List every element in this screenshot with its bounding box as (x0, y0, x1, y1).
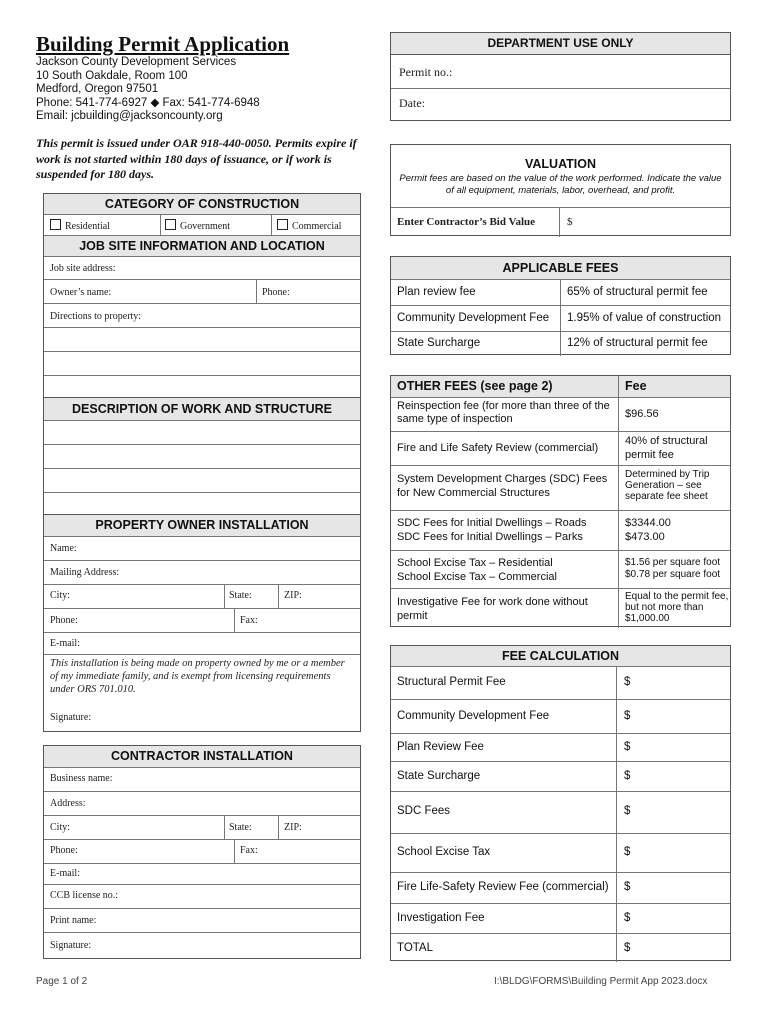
department-use-box (390, 32, 731, 121)
calc-row (391, 666, 730, 699)
fee-name: System Development Charges (SDC) Fees for New Commercial Structures (397, 473, 608, 499)
calc-row (391, 833, 730, 872)
commercial-checkbox[interactable] (277, 219, 341, 232)
category-title: CATEGORY OF CONSTRUCTION (44, 194, 360, 214)
contractor-installation-section (43, 745, 361, 959)
fee-value: $1.56 per square foot $0.78 per square foot (625, 557, 721, 580)
government-checkbox[interactable] (165, 219, 230, 232)
fee-calculation-section (390, 645, 731, 961)
description-line[interactable] (44, 468, 360, 492)
job-site-address-field[interactable]: Job site address: (50, 263, 116, 274)
calc-name: Fire Life-Safety Review Fee (commercial) (397, 881, 609, 893)
permit-no-field[interactable]: Permit no.: (399, 65, 453, 79)
owner-installation-title: PROPERTY OWNER INSTALLATION (44, 515, 360, 536)
job-site-title: JOB SITE INFORMATION AND LOCATION (44, 235, 360, 256)
other-fee-row (391, 588, 730, 628)
calc-name: Plan Review Fee (397, 741, 484, 753)
directions-line[interactable] (44, 351, 360, 375)
fee-value: Determined by Trip Generation – see separate fee sheet (625, 469, 710, 502)
applicable-fees-section (390, 256, 731, 355)
address-line: Medford, Oregon 97501 (36, 83, 159, 95)
calc-row (391, 791, 730, 833)
calc-amount-input[interactable]: $ (624, 912, 631, 924)
date-field[interactable]: Date: (399, 96, 425, 110)
other-fee-row (391, 550, 730, 588)
permit-notice: This permit is issued under OAR 918-440-0050. Permits expire if work is not started within 180 days of issuance, or if work is suspended for 180 days. (36, 136, 357, 181)
document-path: I:\BLDG\FORMS\Building Permit App 2023.docx (494, 976, 708, 987)
fee-name: SDC Fees for Initial Dwellings – Roads SDC Fees for Initial Dwellings – Parks (397, 517, 587, 543)
calc-amount-input[interactable]: $ (624, 710, 631, 722)
contractor-phone-input[interactable]: Phone: (50, 845, 78, 856)
owner-fax-input[interactable]: Fax: (240, 615, 258, 626)
fee-name: Fire and Life Safety Review (commercial) (397, 442, 599, 454)
other-fees-title: OTHER FEES (see page 2) (397, 379, 553, 393)
owner-state-input[interactable]: State: (229, 590, 252, 601)
fee-name: Reinspection fee (for more than three of the same type of inspection (397, 400, 610, 425)
calc-row (391, 761, 730, 791)
calc-amount-input[interactable]: $ (624, 741, 631, 753)
description-title: DESCRIPTION OF WORK AND STRUCTURE (44, 398, 360, 420)
owner-name-field[interactable]: Owner’s name: (50, 287, 112, 298)
owner-city-input[interactable]: City: (50, 590, 71, 601)
description-section (43, 397, 361, 515)
address-line: 10 South Oakdale, Room 100 (36, 69, 188, 82)
calc-row (391, 733, 730, 761)
fee-name: School Excise Tax – Residential School Excise Tax – Commercial (397, 557, 557, 583)
other-fees-section (390, 375, 731, 627)
other-fees-fee-header: Fee (625, 379, 647, 393)
contractor-address-input[interactable]: Address: (50, 798, 86, 809)
fee-value: $96.56 (625, 408, 659, 420)
agency-address (36, 56, 260, 124)
contractor-installation-title: CONTRACTOR INSTALLATION (44, 746, 360, 767)
calc-amount-input[interactable]: $ (624, 881, 631, 893)
owner-email-input[interactable]: E-mail: (50, 638, 80, 649)
fee-name: Community Development Fee (397, 312, 550, 324)
fee-value: 12% of structural permit fee (567, 337, 708, 349)
department-use-title: DEPARTMENT USE ONLY (391, 33, 730, 55)
calc-amount-input[interactable]: $ (624, 805, 631, 817)
description-line[interactable] (44, 420, 360, 444)
calc-amount-input[interactable]: $ (624, 942, 631, 954)
fee-row (391, 305, 730, 331)
page-title: Building Permit Application (36, 32, 290, 56)
valuation-note: Permit fees are based on the value of the work performed. Indicate the value of all equipment, materials, labor, overhead, and profit. (399, 173, 722, 196)
checkbox-icon (277, 219, 288, 230)
other-fee-row (391, 465, 730, 510)
checkbox-icon (165, 219, 176, 230)
fee-calculation-title: FEE CALCULATION (391, 646, 730, 666)
other-fee-row (391, 431, 730, 465)
calc-row-total (391, 933, 730, 962)
fee-value: 1.95% of value of construction (567, 312, 722, 324)
contractor-zip-input[interactable]: ZIP: (284, 822, 302, 833)
contractor-state-input[interactable]: State: (229, 822, 252, 833)
calc-row (391, 872, 730, 903)
checkbox-icon (50, 219, 61, 230)
calc-name: School Excise Tax (397, 846, 491, 858)
contractor-signature-field[interactable]: Signature: (50, 940, 92, 951)
address-line: Email: jcbuilding@jacksoncounty.org (36, 110, 223, 122)
owner-installation-section (43, 514, 361, 732)
applicable-fees-title: APPLICABLE FEES (391, 257, 730, 279)
calc-name: SDC Fees (397, 805, 451, 817)
other-fee-row (391, 397, 730, 431)
calc-name: Investigation Fee (397, 912, 485, 924)
fee-row (391, 279, 730, 305)
fee-value: 40% of structural permit fee (625, 435, 708, 461)
bid-value-label: Enter Contractor’s Bid Value (397, 216, 536, 228)
page-number: Page 1 of 2 (36, 976, 88, 987)
contractor-fax-input[interactable]: Fax: (240, 845, 258, 856)
contractor-city-input[interactable]: City: (50, 822, 71, 833)
calc-row (391, 699, 730, 733)
fee-value: Equal to the permit fee, but not more than $1,000.00 (625, 591, 729, 624)
business-name-input[interactable]: Business name: (50, 773, 113, 784)
owner-signature-field[interactable]: Signature: (50, 712, 92, 723)
valuation-title: VALUATION (524, 157, 597, 171)
directions-field[interactable]: Directions to property: (50, 311, 142, 322)
residential-label: Residential (65, 221, 110, 232)
calc-amount-input[interactable]: $ (624, 770, 631, 782)
calc-name: Structural Permit Fee (397, 676, 506, 688)
calc-name: TOTAL (397, 942, 433, 954)
calc-name: State Surcharge (397, 770, 481, 782)
description-line[interactable] (44, 444, 360, 468)
valuation-section (390, 144, 731, 236)
directions-line[interactable] (44, 327, 360, 351)
calc-name: Community Development Fee (397, 710, 550, 722)
residential-checkbox[interactable] (50, 219, 110, 232)
owner-phone-field[interactable]: Phone: (262, 287, 290, 298)
category-section (43, 193, 361, 401)
fee-name: Investigative Fee for work done without permit (397, 596, 588, 622)
owner-phone-input[interactable]: Phone: (50, 615, 78, 626)
other-fee-row (391, 510, 730, 550)
fee-name: State Surcharge (397, 337, 481, 349)
owner-exemption-statement: This installation is being made on property owned by me or a member of my immediate family, and is exempt from licensing requirements under ORS 701.010. (50, 658, 345, 695)
address-line: Phone: 541-774-6927 ◆ Fax: 541-774-6948 (36, 96, 260, 109)
contractor-email-input[interactable]: E-mail: (50, 868, 80, 879)
fee-name: Plan review fee (397, 286, 476, 298)
address-line: Jackson County Development Services (36, 56, 237, 68)
mailing-address-input[interactable]: Mailing Address: (50, 567, 120, 578)
fee-value: $3344.00 $473.00 (625, 517, 671, 543)
government-label: Government (180, 221, 230, 232)
fee-value: 65% of structural permit fee (567, 286, 708, 298)
owner-zip-input[interactable]: ZIP: (284, 590, 302, 601)
description-line[interactable] (44, 492, 360, 516)
bid-value-input[interactable]: $ (567, 216, 573, 228)
owner-name-input[interactable]: Name: (50, 543, 77, 554)
fee-row (391, 331, 730, 356)
calc-amount-input[interactable]: $ (624, 676, 631, 688)
calc-row (391, 903, 730, 933)
calc-amount-input[interactable]: $ (624, 846, 631, 858)
commercial-label: Commercial (292, 221, 342, 232)
ccb-license-input[interactable]: CCB license no.: (50, 890, 119, 901)
print-name-input[interactable]: Print name: (50, 915, 97, 926)
